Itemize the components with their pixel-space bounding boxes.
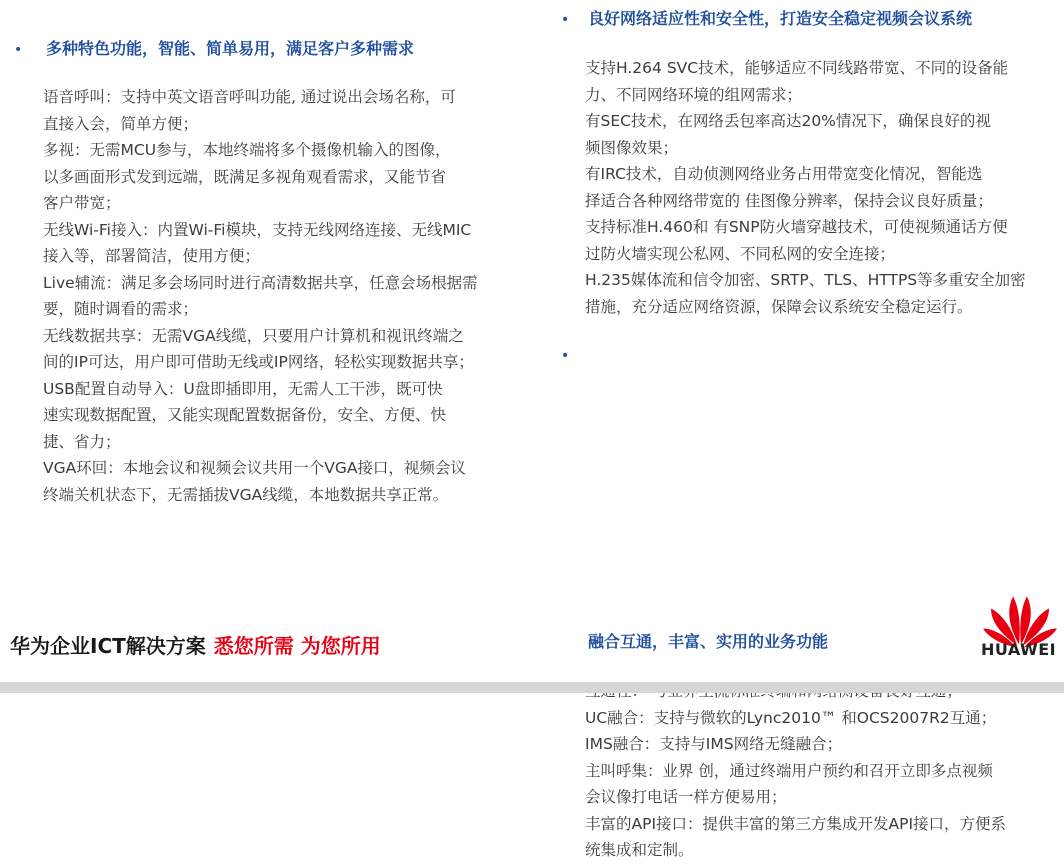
- section-heading-integration: 融合互通，丰富、实用的业务功能: [588, 632, 829, 651]
- left-column: [0, 0, 545, 504]
- text-line: 以多画面形式发到远端，既满足多视角观看需求，又能节省: [43, 167, 447, 186]
- text-line: IMS融合：支持与IMS网络无缝融合；: [585, 735, 843, 753]
- network-paragraph: [585, 55, 1064, 320]
- bullet-icon: •: [14, 42, 23, 58]
- huawei-wordmark: HUAWEI: [981, 640, 1057, 659]
- text-line: Live辅流：满足多会场同时进行高清数据共享，任意会场根据需: [43, 273, 478, 292]
- text-line: 间的IP可达，用户即可借助无线或IP网络，轻松实现数据共享；: [43, 353, 474, 371]
- text-line: 终端关机状态下，无需插拔VGA线缆，本地数据共享正常。: [43, 485, 449, 504]
- text-line: 有IRC技术，自动侦测网络业务占用带宽变化情况，智能选: [585, 165, 983, 183]
- text-line: 接入等，部署简洁，使用方便；: [43, 247, 261, 265]
- text-line: 无线Wi-Fi接入：内置Wi-Fi模块，支持无线网络连接、无线MIC: [43, 220, 472, 239]
- text-line: H.235媒体流和信令加密、SRTP、TLS、HTTPS等多重安全加密: [585, 271, 1026, 289]
- text-line: 语音呼叫：支持中英文语音呼叫功能, 通过说出会场名称，可: [43, 88, 456, 106]
- text-line: 有SEC技术，在网络丢包率高达20%情况下，确保良好的视: [585, 112, 991, 130]
- text-line: 速实现数据配置，又能实现配置数据备份，安全、方便、快: [43, 406, 447, 424]
- text-line: 统集成和定制。: [585, 841, 694, 859]
- text-line: 过防火墙实现公私网、不同私网的安全连接；: [585, 244, 896, 263]
- text-line: USB配置自动导入：U盘即插即用，无需人工干涉，既可快: [43, 379, 443, 398]
- text-line: 丰富的API接口：提供丰富的第三方集成开发API接口，方便系: [585, 814, 1007, 833]
- text-line: 会议像打电话一样方便易用；: [585, 788, 787, 806]
- section-heading-network: 良好网络适应性和安全性，打造安全稳定视频会议系统: [588, 9, 973, 28]
- bullet-icon: •: [561, 348, 570, 364]
- text-line: 多视：无需MCU参与，本地终端将多个摄像机输入的图像，: [43, 141, 451, 159]
- slogan-highlight: 悉您所需 为您所用: [213, 634, 381, 658]
- features-paragraph: [43, 84, 588, 508]
- footer-bar: [0, 682, 1064, 693]
- text-line: 要，随时调看的需求；: [43, 300, 199, 318]
- text-line: 支持标准H.460和 有SNP防火墙穿越技术，可使视频通话方便: [585, 218, 1008, 236]
- slogan-main: 华为企业ICT解决方案: [10, 634, 206, 658]
- text-line: UC融合：支持与微软的Lync2010™ 和OCS2007R2互通；: [585, 708, 997, 727]
- section-heading-features: 多种特色功能，智能、简单易用，满足客户多种需求: [46, 39, 415, 58]
- text-line: 直接入会，简单方便；: [43, 114, 199, 133]
- text-line: VGA环回：本地会议和视频会议共用一个VGA接口，视频会议: [43, 459, 466, 477]
- integration-paragraph: [585, 678, 1064, 864]
- footer-slogan: [10, 632, 381, 660]
- bullet-icon: •: [561, 12, 570, 28]
- text-line: 捷、省力；: [43, 432, 121, 451]
- text-line: 主叫呼集：业界 创，通过终端用户预约和召开立即多点视频: [585, 761, 993, 780]
- text-line: 支持H.264 SVC技术，能够适应不同线路带宽、不同的设备能: [585, 59, 1009, 77]
- text-line: 力、不同网络环境的组网需求；: [585, 85, 803, 104]
- text-line: 无线数据共享：无需VGA线缆，只要用户计算机和视讯终端之: [43, 326, 464, 345]
- text-line: 措施，充分适应网络资源，保障会议系统安全稳定运行。: [585, 297, 973, 316]
- text-line: 择适合各种网络带宽的 佳图像分辨率，保持会议良好质量；: [585, 191, 993, 210]
- text-line: 频图像效果；: [585, 138, 679, 157]
- text-line: 客户带宽；: [43, 194, 121, 212]
